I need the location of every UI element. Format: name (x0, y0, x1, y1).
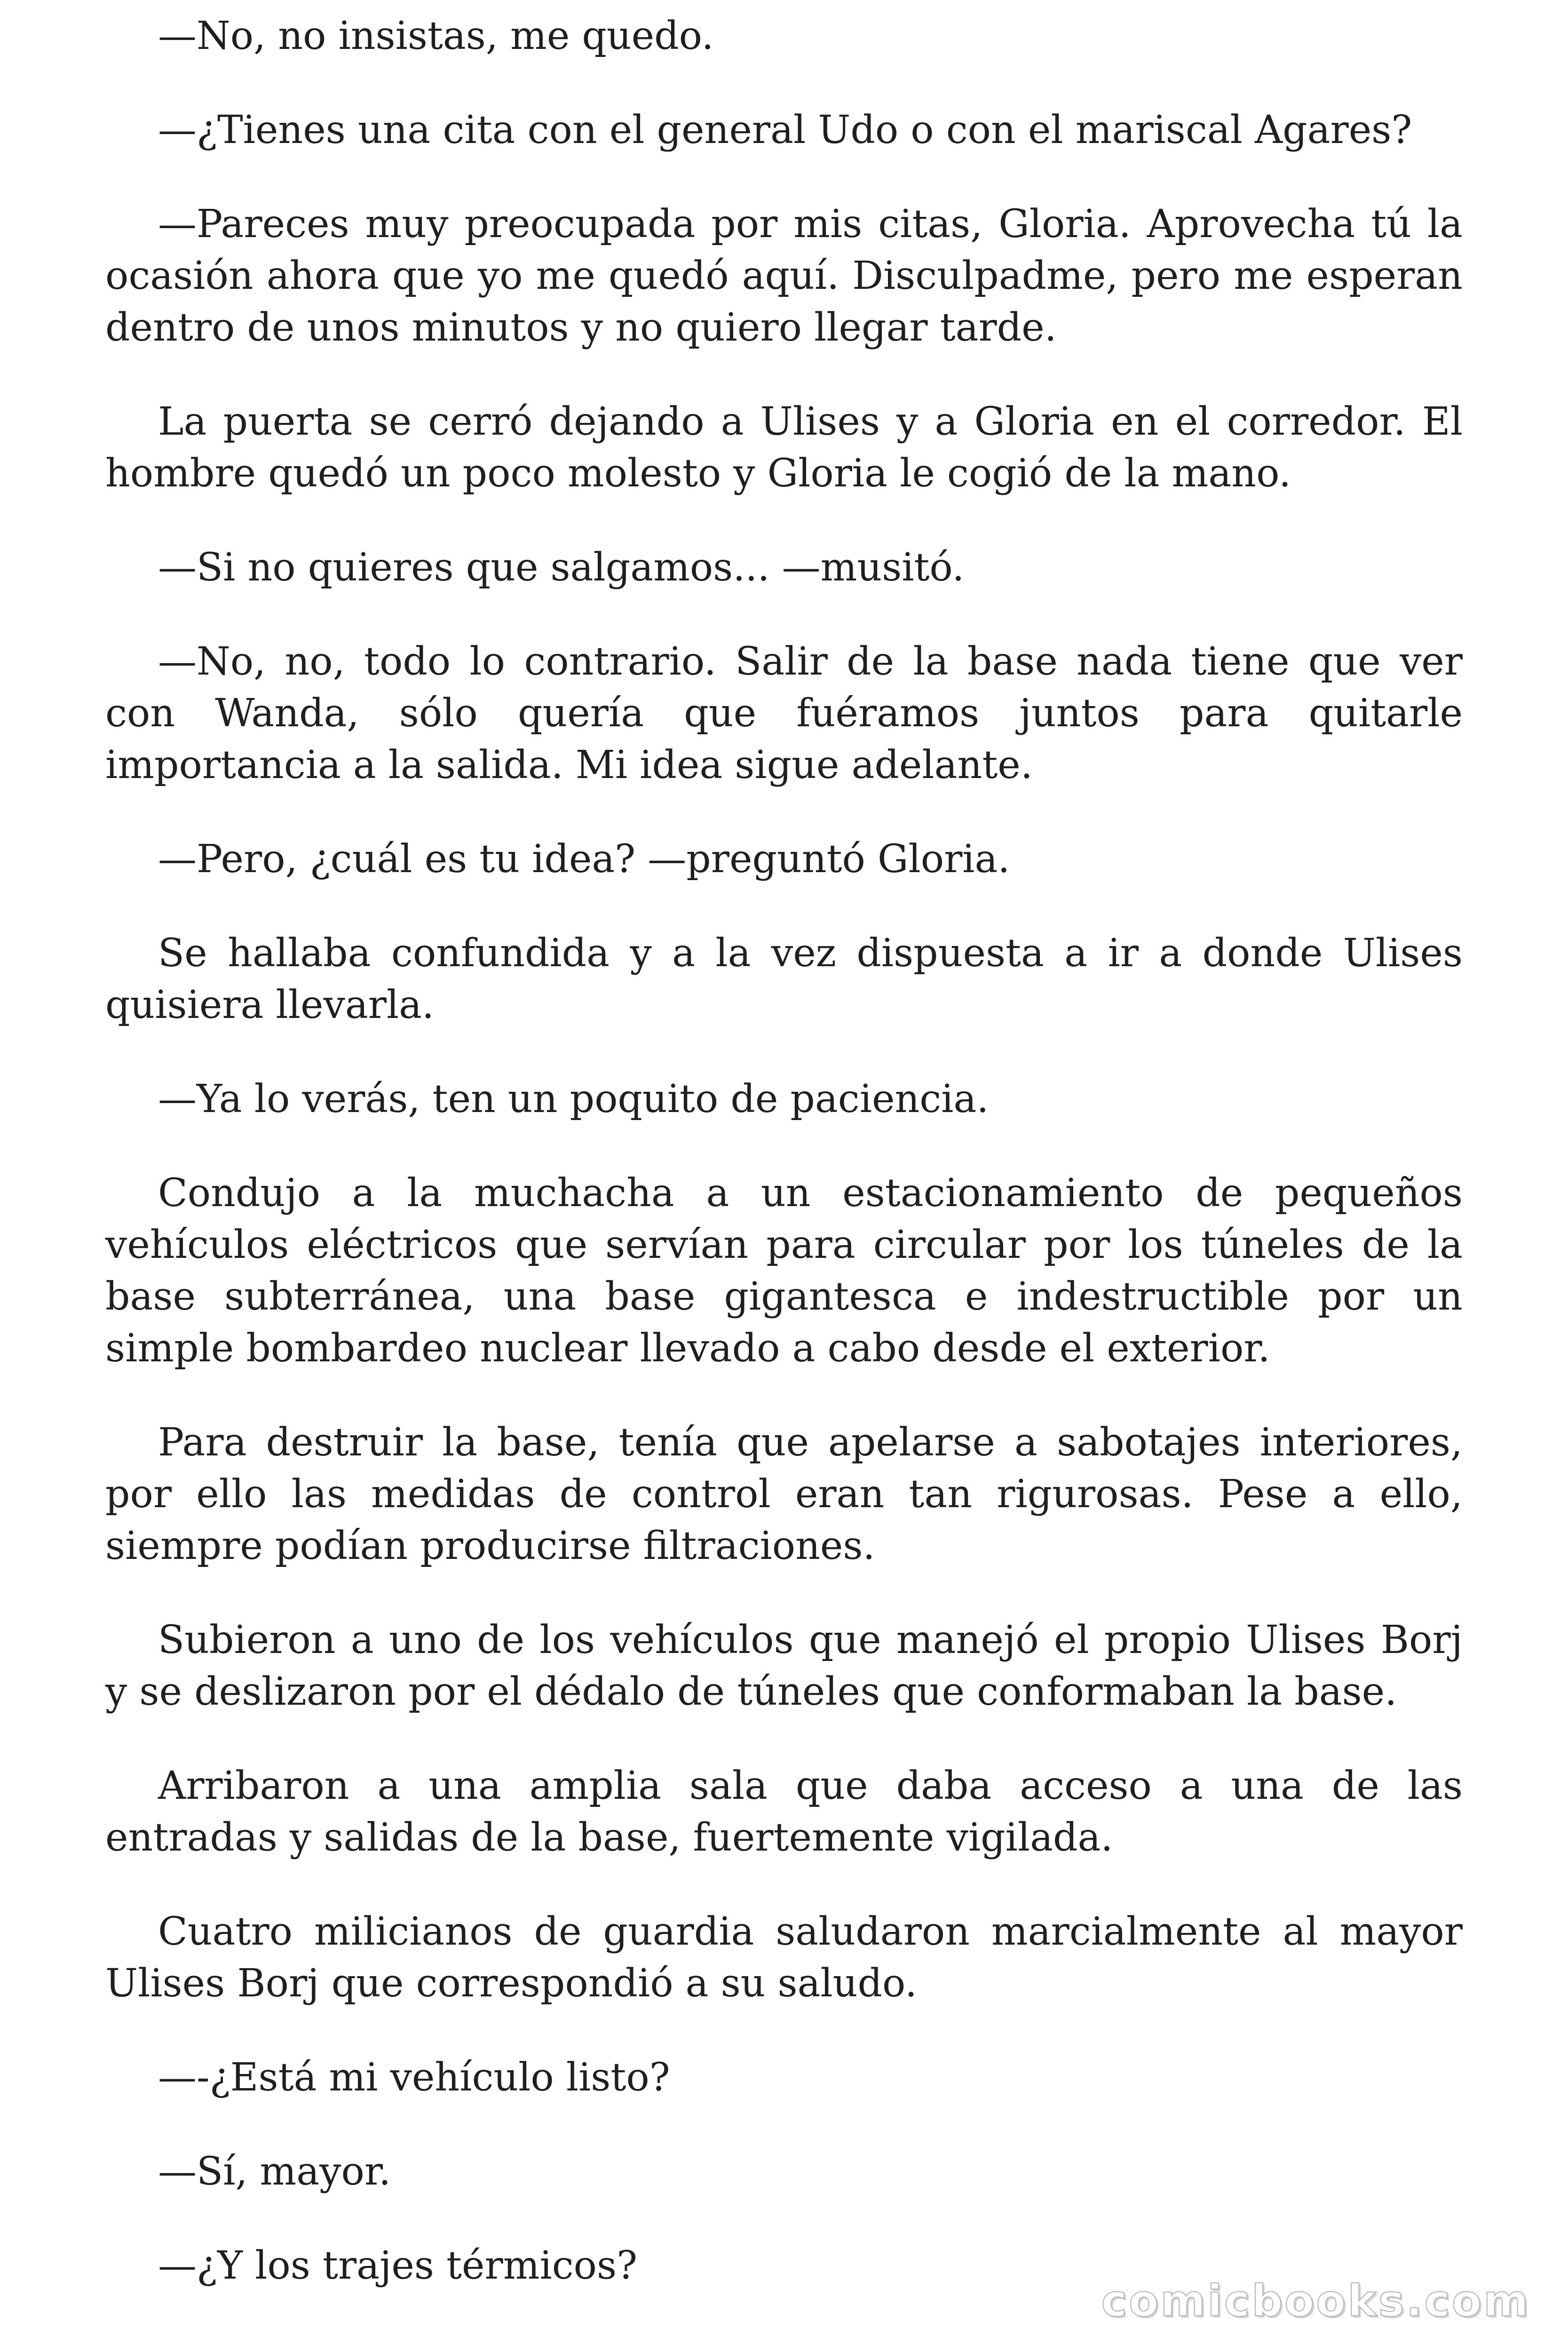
paragraph: —Pero, ¿cuál es tu idea? —preguntó Gloria. (158, 837, 1010, 882)
paragraph: Se hallaba confundida y a la vez dispuesta a ir a donde Ulises quisiera llevarla. (105, 931, 1463, 1027)
paragraph: —No, no insistas, me quedo. (158, 14, 714, 58)
paragraph: Cuatro milicianos de guardia saludaron marcialmente al mayor Ulises Borj que correspondió a su saludo. (105, 1909, 1463, 2006)
paragraph: —¿Y los trajes térmicos? (158, 2243, 638, 2288)
paragraph: Arribaron a una amplia sala que daba acceso a una de las entradas y salidas de la base, fuertemente vigilada. (105, 1764, 1463, 1860)
watermark: comicbooks.com (1101, 2276, 1530, 2326)
paragraph: Condujo a la muchacha a un estacionamiento de pequeños vehículos eléctricos que servían para circular por los túneles de la base subterránea, una base gigantesca e indestructible por un simple bombardeo nuclear llevado a cabo desde el exterior. (105, 1171, 1463, 1371)
paragraph: La puerta se cerró dejando a Ulises y a Gloria en el corredor. El hombre quedó un poco molesto y Gloria le cogió de la mano. (105, 399, 1463, 496)
paragraph: Para destruir la base, tenía que apelarse a sabotajes interiores, por ello las medidas de control eran tan rigurosas. Pese a ello, siempre podían producirse filtraciones. (105, 1420, 1463, 1568)
paragraph: Subieron a uno de los vehículos que manejó el propio Ulises Borj y se deslizaron por el dédalo de túneles que conformaban la base. (105, 1618, 1463, 1714)
paragraph: —Pareces muy preocupada por mis citas, Gloria. Aprovecha tú la ocasión ahora que yo me quedó aquí. Disculpadme, pero me esperan dentro de unos minutos y no quiero llegar tarde. (105, 202, 1463, 350)
paragraph: —Sí, mayor. (158, 2149, 391, 2194)
paragraph: —¿Tienes una cita con el general Udo o con el mariscal Agares? (158, 108, 1412, 152)
paragraph: —-¿Está mi vehículo listo? (158, 2055, 670, 2100)
paragraph: —Si no quieres que salgamos... —musitó. (158, 545, 965, 590)
paragraph: —No, no, todo lo contrario. Salir de la base nada tiene que ver con Wanda, sólo quería que fuéramos juntos para quitarle importancia a la salida. Mi idea sigue adelante. (105, 639, 1463, 787)
paragraph: —Ya lo verás, ten un poquito de paciencia. (158, 1077, 989, 1121)
body-text (105, 10, 1463, 2334)
